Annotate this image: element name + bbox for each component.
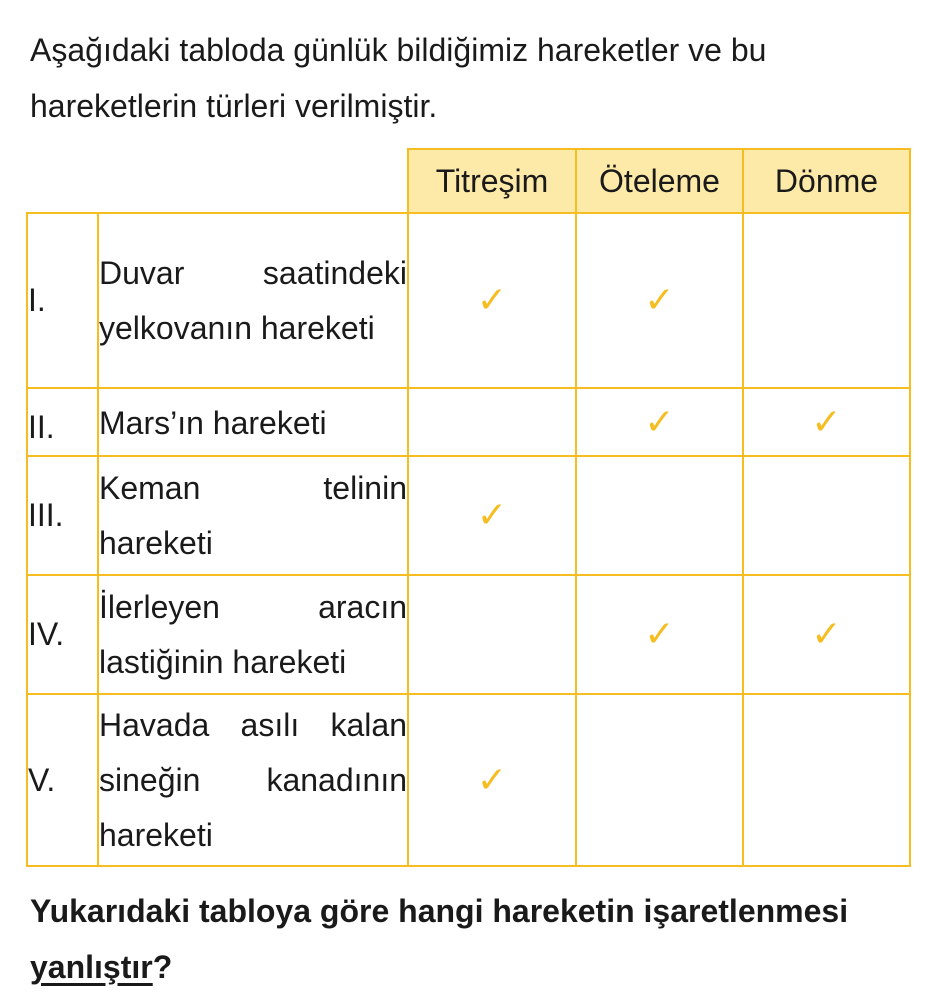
check-mark-icon	[743, 694, 910, 866]
row-description: Mars’ın hareketi	[98, 388, 408, 456]
row-number: IV.	[27, 575, 98, 694]
check-mark-icon	[408, 388, 576, 456]
question-main: Yukarıdaki tabloya göre hangi hareketin işaretlenmesi	[30, 893, 849, 929]
check-mark-icon: ✓	[576, 575, 743, 694]
table-row	[27, 575, 910, 694]
check-mark-icon	[743, 456, 910, 575]
check-mark-icon: ✓	[408, 694, 576, 866]
row-number: III.	[27, 456, 98, 575]
check-mark-icon	[576, 456, 743, 575]
header-empty-corner	[27, 149, 408, 213]
check-mark-icon	[408, 575, 576, 694]
intro-paragraph: Aşağıdaki tabloda günlük bildiğimiz hareketler ve bu hareketlerin türleri verilmiştir.	[30, 32, 767, 124]
check-mark-icon: ✓	[408, 213, 576, 388]
question-text	[30, 883, 925, 995]
check-mark-icon	[576, 694, 743, 866]
check-mark-icon: ✓	[576, 388, 743, 456]
table-row	[27, 694, 910, 866]
column-header-donme: Dönme	[743, 149, 910, 213]
check-mark-icon: ✓	[576, 213, 743, 388]
question-emphasis: yanlıştır	[30, 949, 153, 985]
table-row	[27, 388, 910, 456]
row-description: Keman telinin hareketi	[98, 456, 408, 575]
row-description: Havada asılı kalan sineğin kanadının hareketi	[98, 694, 408, 866]
column-header-oteleme: Öteleme	[576, 149, 743, 213]
motion-table-container	[26, 148, 911, 867]
motion-table	[26, 148, 911, 867]
row-number: I.	[27, 213, 98, 388]
row-number: V.	[27, 694, 98, 866]
question-end: ?	[152, 949, 173, 985]
check-mark-icon	[743, 213, 910, 388]
check-mark-icon: ✓	[743, 388, 910, 456]
table-row	[27, 456, 910, 575]
row-description: İlerleyen aracın lastiğinin hareketi	[98, 575, 408, 694]
check-mark-icon: ✓	[408, 456, 576, 575]
column-header-titresim: Titreşim	[408, 149, 576, 213]
table-header-row	[27, 149, 910, 213]
row-description: Duvar saatindeki yelkovanın hareketi	[98, 213, 408, 388]
check-mark-icon: ✓	[743, 575, 910, 694]
table-row	[27, 213, 910, 388]
row-number: II.	[27, 388, 98, 456]
